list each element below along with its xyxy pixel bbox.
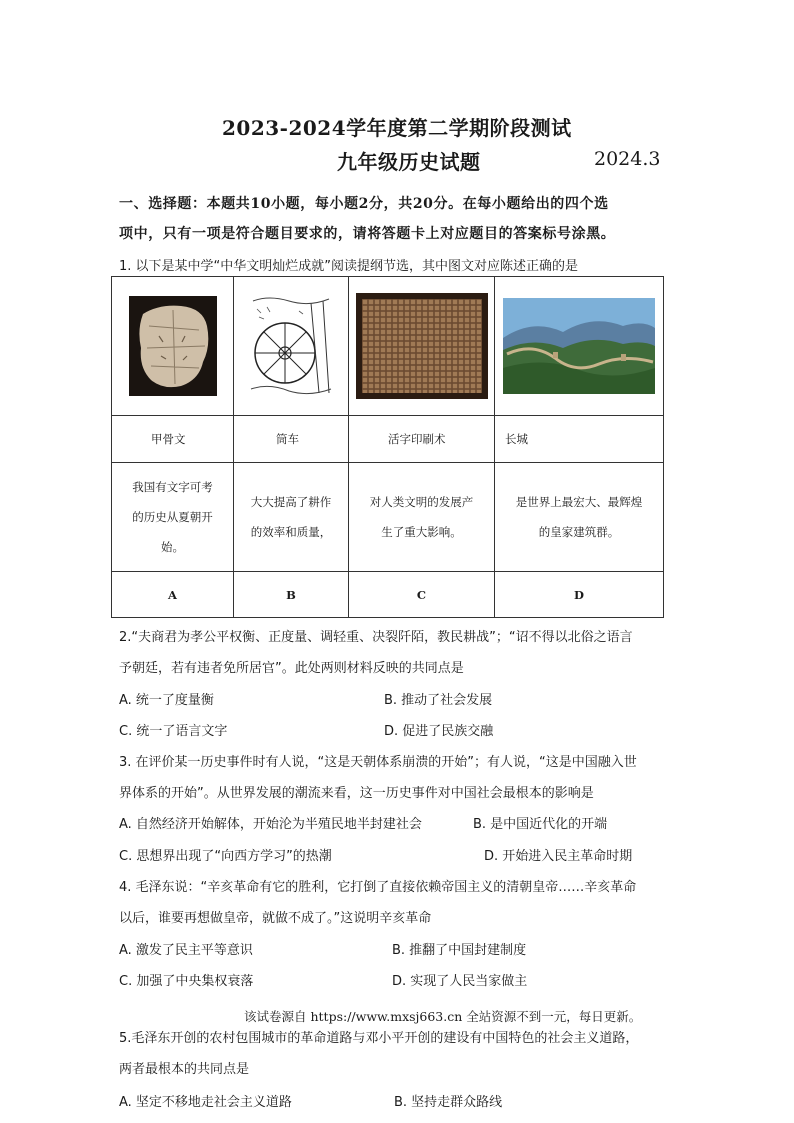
q1-desc-a-line: 我国有文字可考 [132,480,213,494]
section-instruction-line1: 一、选择题：本题共10小题，每小题2分，共20分。在每小题给出的四个选 [119,196,609,212]
q1-option-d[interactable]: D [495,572,664,618]
q1-option-b[interactable]: B [234,572,349,618]
q1-table [111,276,664,618]
q1-desc-c [349,463,495,572]
q1-image-row [112,277,664,416]
q2-option-d[interactable]: D. 促进了民族交融 [384,724,494,739]
exam-title: 2023-2024学年度第二学期阶段测试 [222,116,572,140]
q5-stem-line2: 两者最根本的共同点是 [119,1062,250,1077]
exam-date: 2024.3 [594,148,661,170]
source-notice: 该试卷源自 https://www.mxsj663.cn 全站资源不到一元，每日更新。 [244,1009,642,1024]
great-wall-image [495,277,663,415]
q3-option-d[interactable]: D. 开始进入民主革命时期 [484,849,633,864]
q1-name-c: 活字印刷术 [349,416,495,463]
q1-name-row [112,416,664,463]
waterwheel-image [234,277,348,415]
q4-option-d[interactable]: D. 实现了人民当家做主 [392,974,528,989]
q1-desc-b-line: 大大提高了耕作 [250,495,332,509]
exam-subtitle: 九年级历史试题 [337,150,481,174]
q1-option-c[interactable]: C [349,572,495,618]
q1-desc-a [112,463,234,572]
q3-stem-line2: 界体系的开始”。从世界发展的潮流来看，这一历史事件对中国社会最根本的影响是 [119,786,594,801]
q2-stem-line1: 2.“夫商君为孝公平权衡、正度量、调轻重、决裂阡陌，教民耕战”；“诏不得以北俗之语言 [119,630,633,645]
q1-name-b: 筒车 [234,416,349,463]
q1-desc-b [234,463,349,572]
q1-desc-b-line: 的效率和质量， [250,525,332,539]
q5-option-a[interactable]: A. 坚定不移地走社会主义道路 [119,1095,292,1110]
q1-name-a: 甲骨文 [112,416,234,463]
q4-stem-line1: 4. 毛泽东说：“辛亥革命有它的胜利，它打倒了直接依赖帝国主义的清朝皇帝……辛亥革命 [119,880,637,895]
q1-desc-d-line: 的皇家建筑群。 [538,525,620,539]
q2-stem-line2: 予朝廷，若有违者免所居官”。此处两则材料反映的共同点是 [119,661,464,676]
q1-option-a[interactable]: A [112,572,234,618]
q1-desc-d [495,463,664,572]
q1-desc-c-line: 生了重大影响。 [381,525,462,539]
q3-stem-line1: 3. 在评价某一历史事件时有人说，“这是天朝体系崩溃的开始”；有人说，“这是中国融入世 [119,755,637,770]
q1-desc-d-line: 是世界上最宏大、最辉煌 [515,495,643,509]
q1-label-row [112,572,664,618]
q1-desc-row [112,463,664,572]
q1-desc-c-line: 对人类文明的发展产 [369,495,474,509]
oracle-bone-image [112,277,233,415]
q4-stem-line2: 以后，谁要再想做皇帝，就做不成了。”这说明辛亥革命 [119,911,432,926]
q1-stem: 1. 以下是某中学“中华文明灿烂成就”阅读提纲节选，其中图文对应陈述正确的是 [119,259,579,274]
q2-option-c[interactable]: C. 统一了语言文字 [119,724,228,739]
q1-desc-a-line: 始。 [161,540,184,554]
q1-name-d: 长城 [495,416,664,463]
movable-type-image [349,277,494,415]
q1-desc-a-line: 的历史从夏朝开 [132,510,213,524]
q5-option-b[interactable]: B. 坚持走群众路线 [394,1095,503,1110]
q2-option-b[interactable]: B. 推动了社会发展 [384,693,493,708]
q4-option-a[interactable]: A. 激发了民主平等意识 [119,943,253,958]
q2-option-a[interactable]: A. 统一了度量衡 [119,693,214,708]
q4-option-b[interactable]: B. 推翻了中国封建制度 [392,943,527,958]
q4-option-c[interactable]: C. 加强了中央集权衰落 [119,974,254,989]
q3-option-c[interactable]: C. 思想界出现了“向西方学习”的热潮 [119,849,332,864]
section-instruction-line2: 项中，只有一项是符合题目要求的，请将答题卡上对应题目的答案标号涂黑。 [119,226,616,242]
q3-option-a[interactable]: A. 自然经济开始解体，开始沦为半殖民地半封建社会 [119,817,422,832]
q3-option-b[interactable]: B. 是中国近代化的开端 [473,817,608,832]
q5-stem-line1: 5.毛泽东开创的农村包围城市的革命道路与邓小平开创的建设有中国特色的社会主义道路， [119,1031,639,1046]
